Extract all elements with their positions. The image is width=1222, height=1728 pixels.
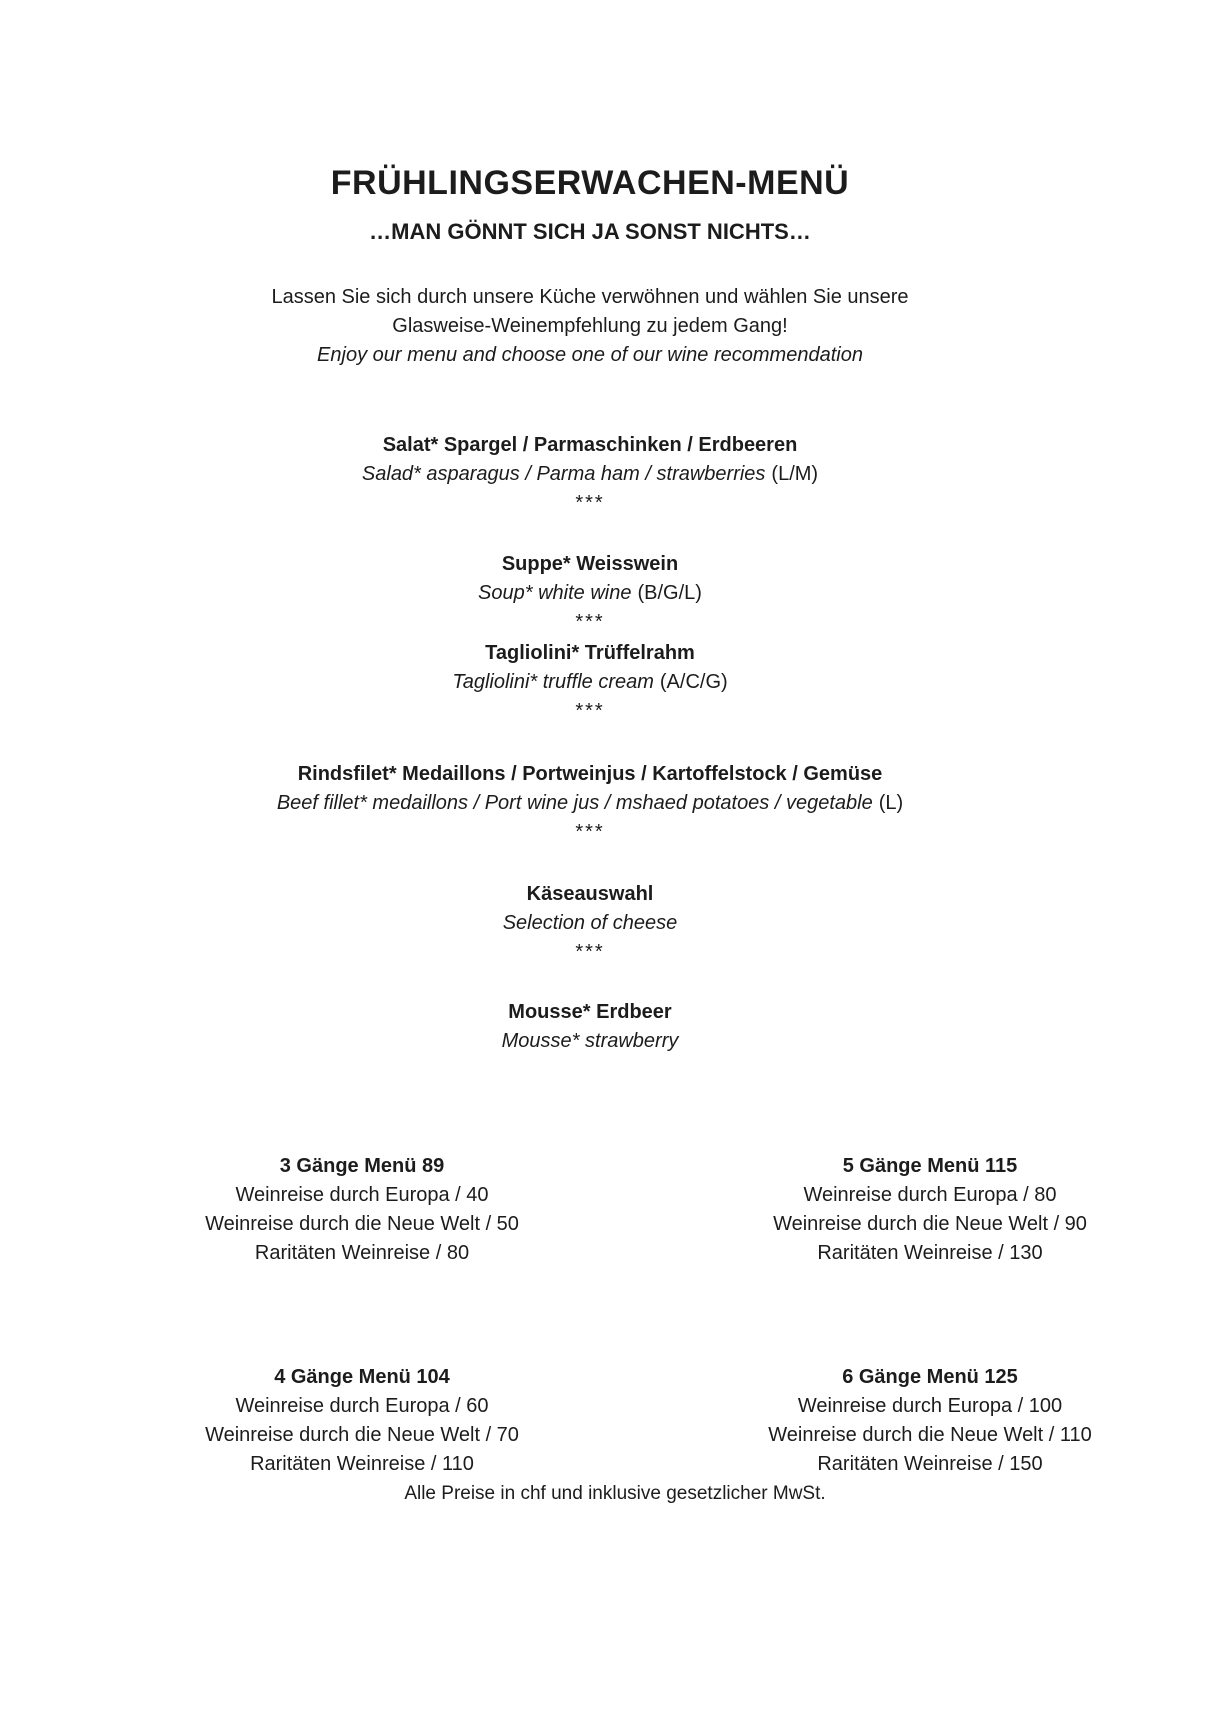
offer-wine-line: Raritäten Weinreise / 110 [250,1453,474,1475]
offer-5-gaenge [646,1152,1214,1268]
course-name-en: Selection of cheese [502,912,678,934]
course-separator: *** [575,611,605,633]
course-name-de: Rindsfilet* Medaillons / Portweinjus / Kartoffelstock / Gemüse [297,763,883,785]
course-soup [0,550,1180,608]
course-dessert [0,998,1180,1056]
allergen-code: (A/C/G) [659,671,728,693]
offer-wine-line: Weinreise durch die Neue Welt / 110 [768,1424,1092,1446]
offer-wine-line: Weinreise durch die Neue Welt / 70 [205,1424,519,1446]
menu-body [0,163,1222,1056]
course-name-de: Tagliolini* Trüffelrahm [485,642,695,664]
offer-title: 5 Gänge Menü 115 [842,1155,1018,1177]
intro-text [0,283,1180,370]
course-pasta [0,639,1180,697]
intro-line-en: Enjoy our menu and choose one of our wine recommendation [317,344,863,366]
course-name-de: Käseauswahl [526,883,654,905]
offer-6-gaenge [646,1363,1214,1479]
intro-line-de-2: Glasweise-Weinempfehlung zu jedem Gang! [392,315,788,337]
course-name-de: Suppe* Weisswein [501,553,679,575]
course-separator: *** [575,941,605,963]
course-name-en: Tagliolini* truffle cream (A/C/G) [452,671,728,693]
course-main [0,760,1180,847]
course-separator: *** [575,821,605,843]
offers-row-2 [0,1363,1222,1479]
course-name-en: Salad* asparagus / Parma ham / strawberries (L/M) [361,463,819,485]
course-name-en: Beef fillet* medaillons / Port wine jus / mshaed potatoes / vegetable (L) [276,792,904,814]
offer-wine-line: Weinreise durch Europa / 40 [235,1184,489,1206]
offer-wine-line: Weinreise durch die Neue Welt / 90 [773,1213,1087,1235]
offer-title: 6 Gänge Menü 125 [842,1366,1018,1388]
course-separator: *** [575,492,605,514]
offer-wine-line: Raritäten Weinreise / 130 [817,1242,1043,1264]
intro-line-de-1: Lassen Sie sich durch unsere Küche verwöhnen und wählen Sie unsere [271,286,909,308]
course-name-en: Soup* white wine (B/G/L) [478,582,702,604]
footer-note: Alle Preise in chf und inklusive gesetzlicher MwSt. [404,1483,826,1504]
allergen-code: (L) [878,792,904,814]
course-salad [0,431,1180,518]
offer-wine-line: Raritäten Weinreise / 150 [817,1453,1043,1475]
allergen-code: (B/G/L) [637,582,702,604]
offer-wine-line: Raritäten Weinreise / 80 [254,1242,470,1264]
course-name-de: Salat* Spargel / Parmaschinken / Erdbeeren [382,434,798,456]
offer-wine-line: Weinreise durch Europa / 60 [235,1395,489,1417]
offer-4-gaenge [78,1363,646,1479]
course-separator: *** [575,700,605,722]
offer-3-gaenge [78,1152,646,1268]
offers-row-1 [0,1152,1222,1268]
menu-subtitle: …MAN GÖNNT SICH JA SONST NICHTS… [369,219,811,244]
offer-title: 3 Gänge Menü 89 [279,1155,445,1177]
offer-wine-line: Weinreise durch Europa / 100 [797,1395,1063,1417]
allergen-code: (L/M) [771,463,819,485]
course-cheese [0,880,1180,967]
offer-wine-line: Weinreise durch die Neue Welt / 50 [205,1213,519,1235]
course-name-en: Mousse* strawberry [501,1030,679,1052]
course-name-de: Mousse* Erdbeer [508,1001,672,1023]
offer-title: 4 Gänge Menü 104 [274,1366,450,1388]
menu-title: FRÜHLINGSERWACHEN-MENÜ [330,164,850,202]
offer-wine-line: Weinreise durch Europa / 80 [803,1184,1057,1206]
